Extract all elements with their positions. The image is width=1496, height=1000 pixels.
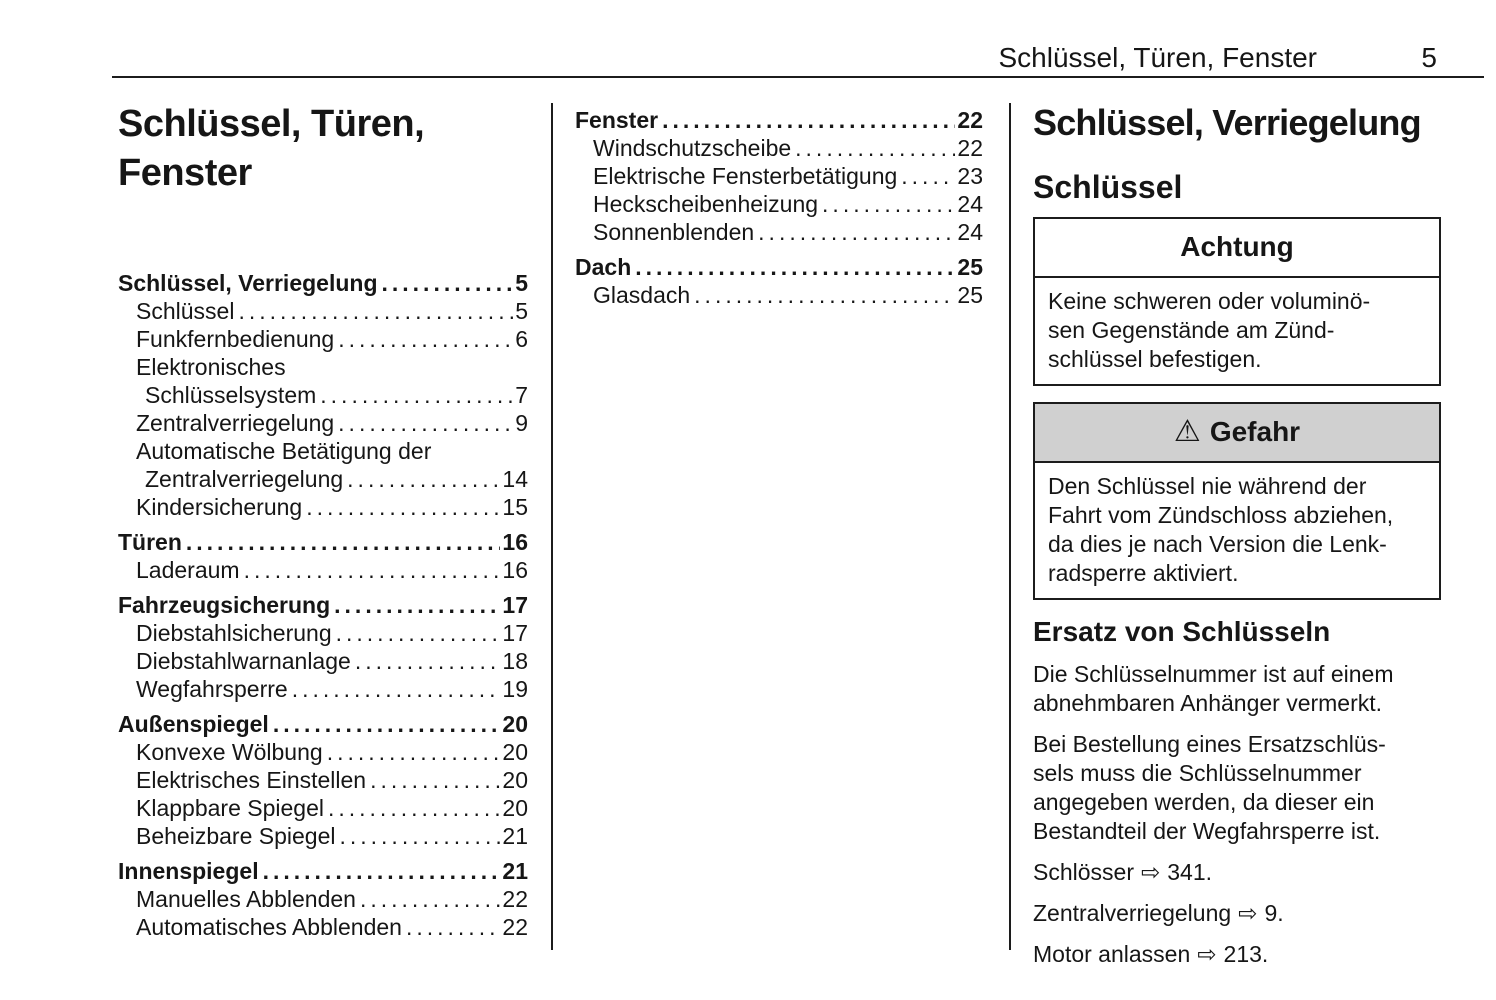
toc-entry-label: Türen: [118, 529, 182, 555]
page-number: 5: [1421, 42, 1437, 73]
toc-dot-leader: [238, 297, 513, 325]
toc-page-number: 20: [502, 767, 528, 793]
toc-entry-label: Innenspiegel: [118, 858, 259, 884]
text-line: radsperre aktiviert.: [1048, 560, 1239, 586]
caution-box-body: [1035, 278, 1439, 384]
page-reference: [1033, 898, 1441, 928]
toc-entry-label: Klappbare Spiegel: [136, 795, 324, 821]
toc-dot-leader: [694, 281, 955, 309]
toc-page-number: 17: [502, 592, 528, 618]
subheading: Ersatz von Schlüsseln: [1033, 616, 1331, 647]
page-reference-number: 9.: [1264, 900, 1284, 926]
toc-page-number: 20: [502, 711, 528, 737]
toc-entry: [118, 857, 528, 885]
toc-page-number: 22: [957, 107, 983, 133]
toc-list-left: [118, 269, 528, 941]
toc-entry-label: Diebstahlwarnanlage: [136, 648, 351, 674]
toc-entry: [575, 253, 983, 281]
text-line: sels muss die Schlüsselnummer: [1033, 760, 1362, 786]
text-line: Bei Bestellung eines Ersatzschlüs-: [1033, 731, 1386, 757]
warning-triangle-icon: ⚠: [1173, 415, 1201, 448]
section-title: Schlüssel, Verriegelung: [1033, 102, 1421, 143]
chapter-title-line: Schlüssel, Türen,: [118, 103, 425, 145]
toc-entry: [118, 437, 528, 465]
toc-entry: [118, 493, 528, 521]
toc-dot-leader: [360, 885, 500, 913]
toc-entry-label: Laderaum: [136, 557, 240, 583]
toc-entry: [575, 162, 983, 190]
toc-page-number: 19: [502, 676, 528, 702]
danger-box-title: Gefahr: [1209, 416, 1301, 447]
toc-entry-label: Beheizbare Spiegel: [136, 823, 336, 849]
column-divider-1: [551, 103, 553, 950]
caution-box-title: Achtung: [1035, 219, 1439, 278]
toc-page-number: 22: [957, 135, 983, 161]
text-line: Die Schlüsselnummer ist auf einem: [1033, 661, 1394, 687]
toc-dot-leader: [662, 106, 955, 134]
running-header-title: Schlüssel, Türen, Fenster: [998, 42, 1317, 73]
toc-dot-leader: [822, 190, 955, 218]
toc-page-number: 14: [502, 466, 528, 492]
toc-dot-leader: [263, 857, 501, 885]
column-divider-2: [1009, 103, 1011, 950]
danger-box: [1033, 402, 1441, 600]
toc-dot-leader: [327, 738, 501, 766]
toc-entry: [118, 465, 528, 493]
text-line: Keine schweren oder voluminö-: [1048, 288, 1371, 314]
page-reference: [1033, 939, 1441, 969]
toc-entry-label: Fahrzeugsicherung: [118, 592, 331, 618]
toc-entry-label: Kindersicherung: [136, 494, 303, 520]
paragraph: [1033, 660, 1441, 718]
toc-dot-leader: [338, 325, 513, 353]
toc-page-number: 20: [502, 795, 528, 821]
toc-entry: [118, 528, 528, 556]
toc-entry: [118, 556, 528, 584]
toc-entry: [118, 885, 528, 913]
toc-page-number: 24: [957, 191, 983, 217]
text-line: Fahrt vom Zündschloss abziehen,: [1048, 502, 1394, 528]
toc-dot-leader: [355, 647, 501, 675]
text-line: angegeben werden, da dieser ein: [1033, 789, 1375, 815]
toc-entry: [118, 822, 528, 850]
toc-page-number: 21: [502, 823, 528, 849]
toc-entry-label: Fenster: [575, 107, 659, 133]
toc-page-number: 22: [502, 886, 528, 912]
toc-entry-label: Sonnenblenden: [593, 219, 755, 245]
toc-page-number: 16: [502, 557, 528, 583]
toc-entry-label: Konvexe Wölbung: [136, 739, 323, 765]
toc-entry: [575, 218, 983, 246]
toc-page-number: 6: [515, 326, 528, 352]
toc-dot-leader: [635, 253, 955, 281]
toc-page-number: 9: [515, 410, 528, 436]
toc-entry-label: Zentralverriegelung: [136, 410, 335, 436]
header-rule: [112, 76, 1484, 78]
toc-entry-label: Außenspiegel: [118, 711, 269, 737]
toc-entry-label: Elektronisches: [136, 354, 286, 380]
page-reference-number: 341.: [1167, 859, 1213, 885]
caution-box: [1033, 217, 1441, 386]
toc-page-number: 18: [502, 648, 528, 674]
toc-entry-label: Schlüsselsystem: [145, 382, 317, 408]
text-line: Den Schlüssel nie während der: [1048, 473, 1367, 499]
toc-entry: [118, 325, 528, 353]
toc-dot-leader: [292, 675, 501, 703]
toc-dot-leader: [273, 710, 501, 738]
toc-dot-leader: [338, 409, 513, 437]
toc-entry: [118, 591, 528, 619]
page-reference: [1033, 857, 1441, 887]
toc-page-number: 7: [515, 382, 528, 408]
text-line: schlüssel befestigen.: [1048, 346, 1262, 372]
toc-entry: [118, 794, 528, 822]
toc-column-left: [118, 100, 528, 941]
toc-dot-leader: [370, 766, 500, 794]
toc-entry: [118, 269, 528, 297]
toc-entry-label: Schlüssel: [136, 298, 235, 324]
toc-entry: [118, 409, 528, 437]
toc-entry: [118, 619, 528, 647]
toc-entry: [118, 297, 528, 325]
toc-dot-leader: [328, 794, 500, 822]
toc-entry: [118, 710, 528, 738]
toc-page-number: 17: [502, 620, 528, 646]
chapter-title-line: Fenster: [118, 152, 252, 194]
toc-entry-label: Automatische Betätigung der: [136, 438, 432, 464]
danger-box-body: [1035, 463, 1439, 598]
page-reference-label: Motor anlassen: [1033, 941, 1191, 967]
toc-dot-leader: [406, 913, 500, 941]
toc-entry-label: Diebstahlsicherung: [136, 620, 332, 646]
toc-page-number: 5: [515, 270, 528, 296]
text-line: Bestandteil der Wegfahrsperre ist.: [1033, 818, 1381, 844]
toc-entry-label: Zentralverriegelung: [145, 466, 344, 492]
paragraph: [1033, 730, 1441, 846]
toc-entry-label: Heckscheibenheizung: [593, 191, 819, 217]
toc-entry-label: Schlüssel, Verriegelung: [118, 270, 378, 296]
page-reference-number: 213.: [1223, 941, 1269, 967]
toc-dot-leader: [758, 218, 955, 246]
page-references: [1033, 857, 1441, 969]
toc-entry-label: Elektrische Fensterbetätigung: [593, 163, 898, 189]
toc-entry: [575, 134, 983, 162]
page-reference-label: Zentralverriegelung: [1033, 900, 1232, 926]
toc-entry: [118, 738, 528, 766]
toc-entry-label: Funkfernbedienung: [136, 326, 335, 352]
toc-dot-leader: [339, 822, 500, 850]
toc-page-number: 23: [957, 163, 983, 189]
toc-entry: [575, 190, 983, 218]
text-line: da dies je nach Version die Lenk-: [1048, 531, 1387, 557]
toc-dot-leader: [795, 134, 955, 162]
toc-list-middle: [575, 106, 983, 309]
toc-dot-leader: [347, 465, 500, 493]
toc-page-number: 20: [502, 739, 528, 765]
chapter-title: [118, 100, 528, 198]
toc-entry-label: Automatisches Abblenden: [136, 914, 402, 940]
page-reference-arrow-icon: ⇨: [1238, 900, 1258, 926]
toc-page-number: 25: [957, 282, 983, 308]
danger-box-header: [1035, 404, 1439, 463]
toc-entry: [118, 381, 528, 409]
subsection-title: Schlüssel: [1033, 169, 1183, 205]
toc-entry: [118, 766, 528, 794]
toc-entry: [118, 913, 528, 941]
toc-entry-label: Elektrisches Einstellen: [136, 767, 367, 793]
toc-dot-leader: [334, 591, 500, 619]
toc-entry: [118, 647, 528, 675]
text-line: abnehmbaren Anhänger vermerkt.: [1033, 690, 1383, 716]
toc-dot-leader: [382, 269, 514, 297]
toc-page-number: 22: [502, 914, 528, 940]
toc-dot-leader: [320, 381, 513, 409]
toc-page-number: 21: [502, 858, 528, 884]
toc-dot-leader: [306, 493, 500, 521]
toc-entry-label: Glasdach: [593, 282, 691, 308]
content-column: [1033, 103, 1441, 969]
toc-entry-label: Windschutzscheibe: [593, 135, 792, 161]
toc-page-number: 5: [515, 298, 528, 324]
page-reference-arrow-icon: ⇨: [1197, 941, 1217, 967]
toc-page-number: 24: [957, 219, 983, 245]
toc-entry: [575, 106, 983, 134]
toc-entry: [118, 353, 528, 381]
toc-entry: [118, 675, 528, 703]
toc-entry: [575, 281, 983, 309]
toc-entry-label: Wegfahrsperre: [136, 676, 288, 702]
page-reference-label: Schlösser: [1033, 859, 1134, 885]
toc-page-number: 15: [502, 494, 528, 520]
text-line: sen Gegenstände am Zünd-: [1048, 317, 1335, 343]
toc-dot-leader: [901, 162, 955, 190]
toc-dot-leader: [244, 556, 501, 584]
toc-entry-label: Manuelles Abblenden: [136, 886, 356, 912]
page-reference-arrow-icon: ⇨: [1140, 859, 1161, 885]
body-paragraphs: [1033, 660, 1441, 846]
toc-entry-label: Dach: [575, 254, 632, 280]
toc-column-middle: [575, 106, 983, 309]
toc-dot-leader: [186, 528, 501, 556]
toc-dot-leader: [336, 619, 501, 647]
toc-page-number: 16: [502, 529, 528, 555]
toc-page-number: 25: [957, 254, 983, 280]
